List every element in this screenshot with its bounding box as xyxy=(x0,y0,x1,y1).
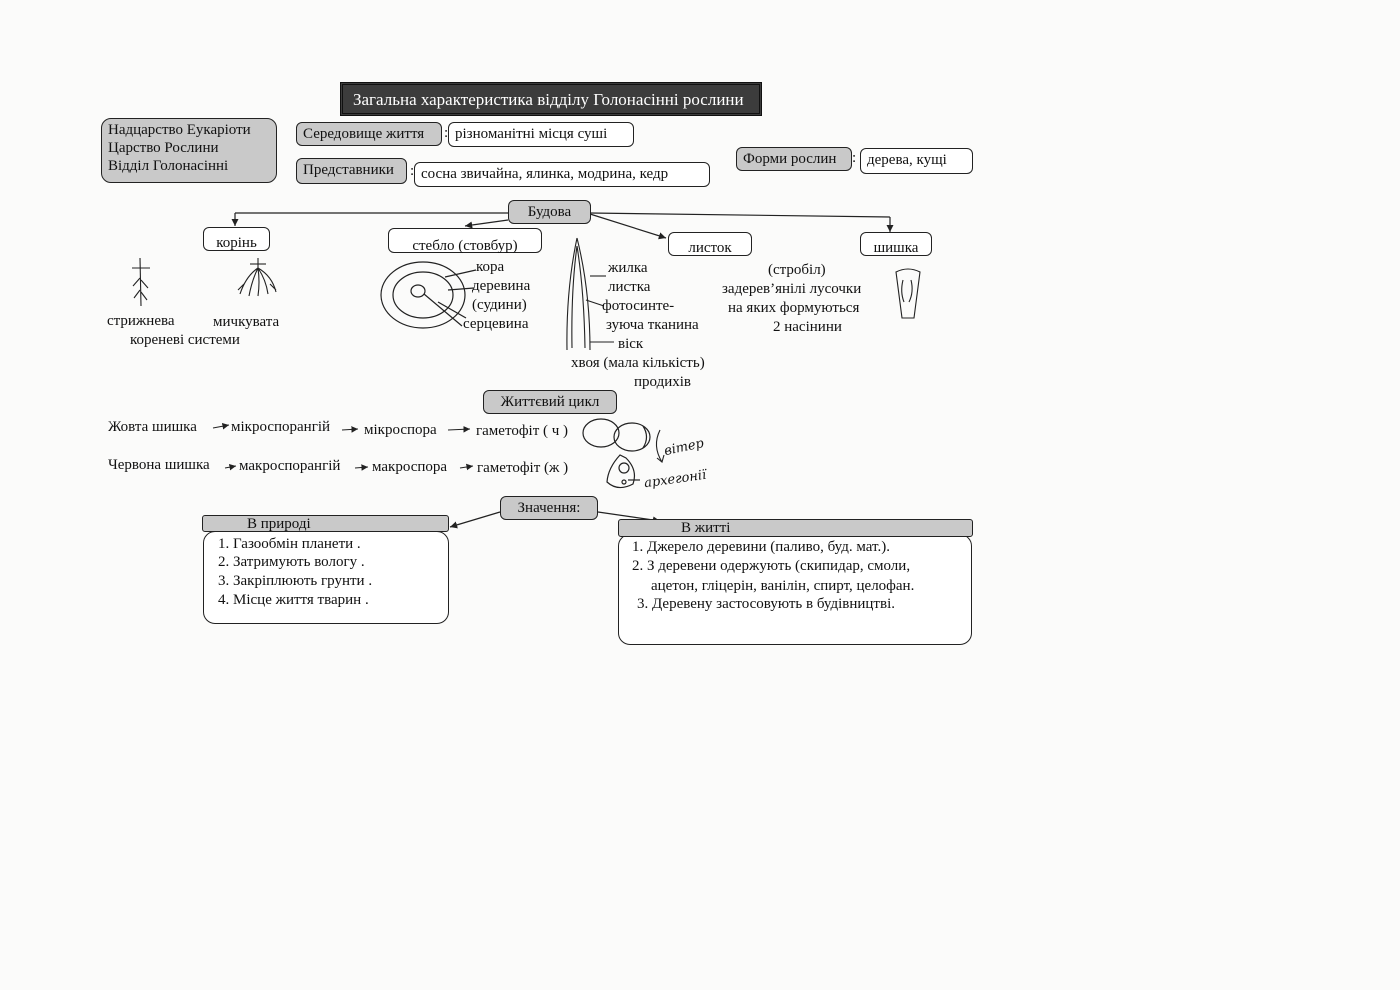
life-label: В житті xyxy=(618,519,973,537)
female-cone-label: Червона шишка xyxy=(108,457,210,473)
life-item-1: 1. Джерело деревини (паливо, буд. мат.). xyxy=(632,539,890,555)
classification-division: Відділ Голонасінні xyxy=(108,158,229,174)
male-microspore: мікроспора xyxy=(364,422,437,438)
male-microsporangium: мікроспорангій xyxy=(231,419,331,435)
pollen-grain-sketch xyxy=(583,419,650,451)
nature-item-4: 4. Місце життя тварин . xyxy=(218,592,369,608)
importance-label: Значення: xyxy=(500,496,598,520)
ovule-sketch xyxy=(607,455,640,488)
leaf-wax-label: віск xyxy=(618,336,644,352)
root-systems-caption: кореневі системи xyxy=(130,332,240,348)
archegonia-note: архегонії xyxy=(643,467,708,492)
classification-box xyxy=(101,118,277,183)
stem-bark-label: кора xyxy=(476,259,505,275)
stem-pith-label: серцевина xyxy=(463,316,529,332)
cone-scales-label: задерев’янілі лусочки xyxy=(722,281,862,297)
stem-wood-label: деревина xyxy=(472,278,531,294)
classification-kingdom: Царство Рослини xyxy=(108,140,219,156)
stem-label: стебло (стовбур) xyxy=(388,228,542,253)
representatives-label: Представники xyxy=(296,158,407,184)
nature-item-2: 2. Затримують вологу . xyxy=(218,554,365,570)
fibrous-root-sketch xyxy=(238,258,276,296)
structure-label: Будова xyxy=(508,200,591,224)
cone-seeds-label: 2 насінини xyxy=(773,319,842,335)
life-item-2-cont: ацетон, гліцерін, ванілін, спирт, целофан. xyxy=(651,578,915,594)
forms-label: Форми рослин xyxy=(736,147,852,171)
root-label: корінь xyxy=(203,227,270,251)
wind-note: вітер xyxy=(662,435,706,460)
representatives-colon: : xyxy=(410,163,415,179)
nature-item-1: 1. Газообмін планети . xyxy=(218,536,361,552)
fibrous-root-label: мичкувата xyxy=(213,314,280,330)
leaf-vein-label-2: листка xyxy=(608,279,651,295)
needle-caption-2: продихів xyxy=(634,374,692,390)
female-gametophyte: гаметофіт (ж ) xyxy=(477,460,569,476)
leaf-photosynthetic-label: фотосинте- xyxy=(602,298,675,314)
cone-strobilus-label: (стробіл) xyxy=(768,262,826,278)
cone-sketch xyxy=(896,269,920,318)
classification-superkingdom: Надцарство Еукаріоти xyxy=(108,122,251,138)
lifecycle-label: Життєвий цикл xyxy=(483,390,617,414)
life-item-3: 3. Деревену застосовують в будівництві. xyxy=(637,596,895,612)
male-cone-label: Жовта шишка xyxy=(108,419,197,435)
habitat-label: Середовище життя xyxy=(296,122,442,146)
taproot-sketch xyxy=(132,258,150,306)
needle-caption: хвоя (мала кількість) xyxy=(571,355,705,371)
female-macrosporangium: макроспорангій xyxy=(239,458,341,474)
stem-cross-section xyxy=(381,262,476,328)
forms-colon: : xyxy=(852,150,857,166)
nature-item-3: 3. Закріплюють грунти . xyxy=(218,573,373,589)
page-title: Загальна характеристика відділу Голонасінні рослини xyxy=(340,82,762,116)
stem-vessels-label: (судини) xyxy=(472,297,527,313)
leaf-photosynthetic-label-2: зуюча тканина xyxy=(606,317,699,333)
leaf-label: листок xyxy=(668,232,752,256)
taproot-label: стрижнева xyxy=(107,313,175,329)
cone-scales-label-2: на яких формуються xyxy=(728,300,860,316)
habitat-value: різноманітні місця суші xyxy=(448,122,634,147)
forms-value: дерева, кущі xyxy=(860,148,973,174)
life-item-2: 2. З деревени одержують (скипидар, смоли, xyxy=(632,558,911,574)
habitat-colon: : xyxy=(444,125,449,141)
male-gametophyte: гаметофіт ( ч ) xyxy=(476,423,569,439)
female-macrospore: макроспора xyxy=(372,459,448,475)
representatives-value: сосна звичайна, ялинка, модрина, кедр xyxy=(414,162,710,187)
cone-label: шишка xyxy=(860,232,932,256)
leaf-vein-label: жилка xyxy=(608,260,648,276)
nature-label: В природі xyxy=(202,515,449,532)
